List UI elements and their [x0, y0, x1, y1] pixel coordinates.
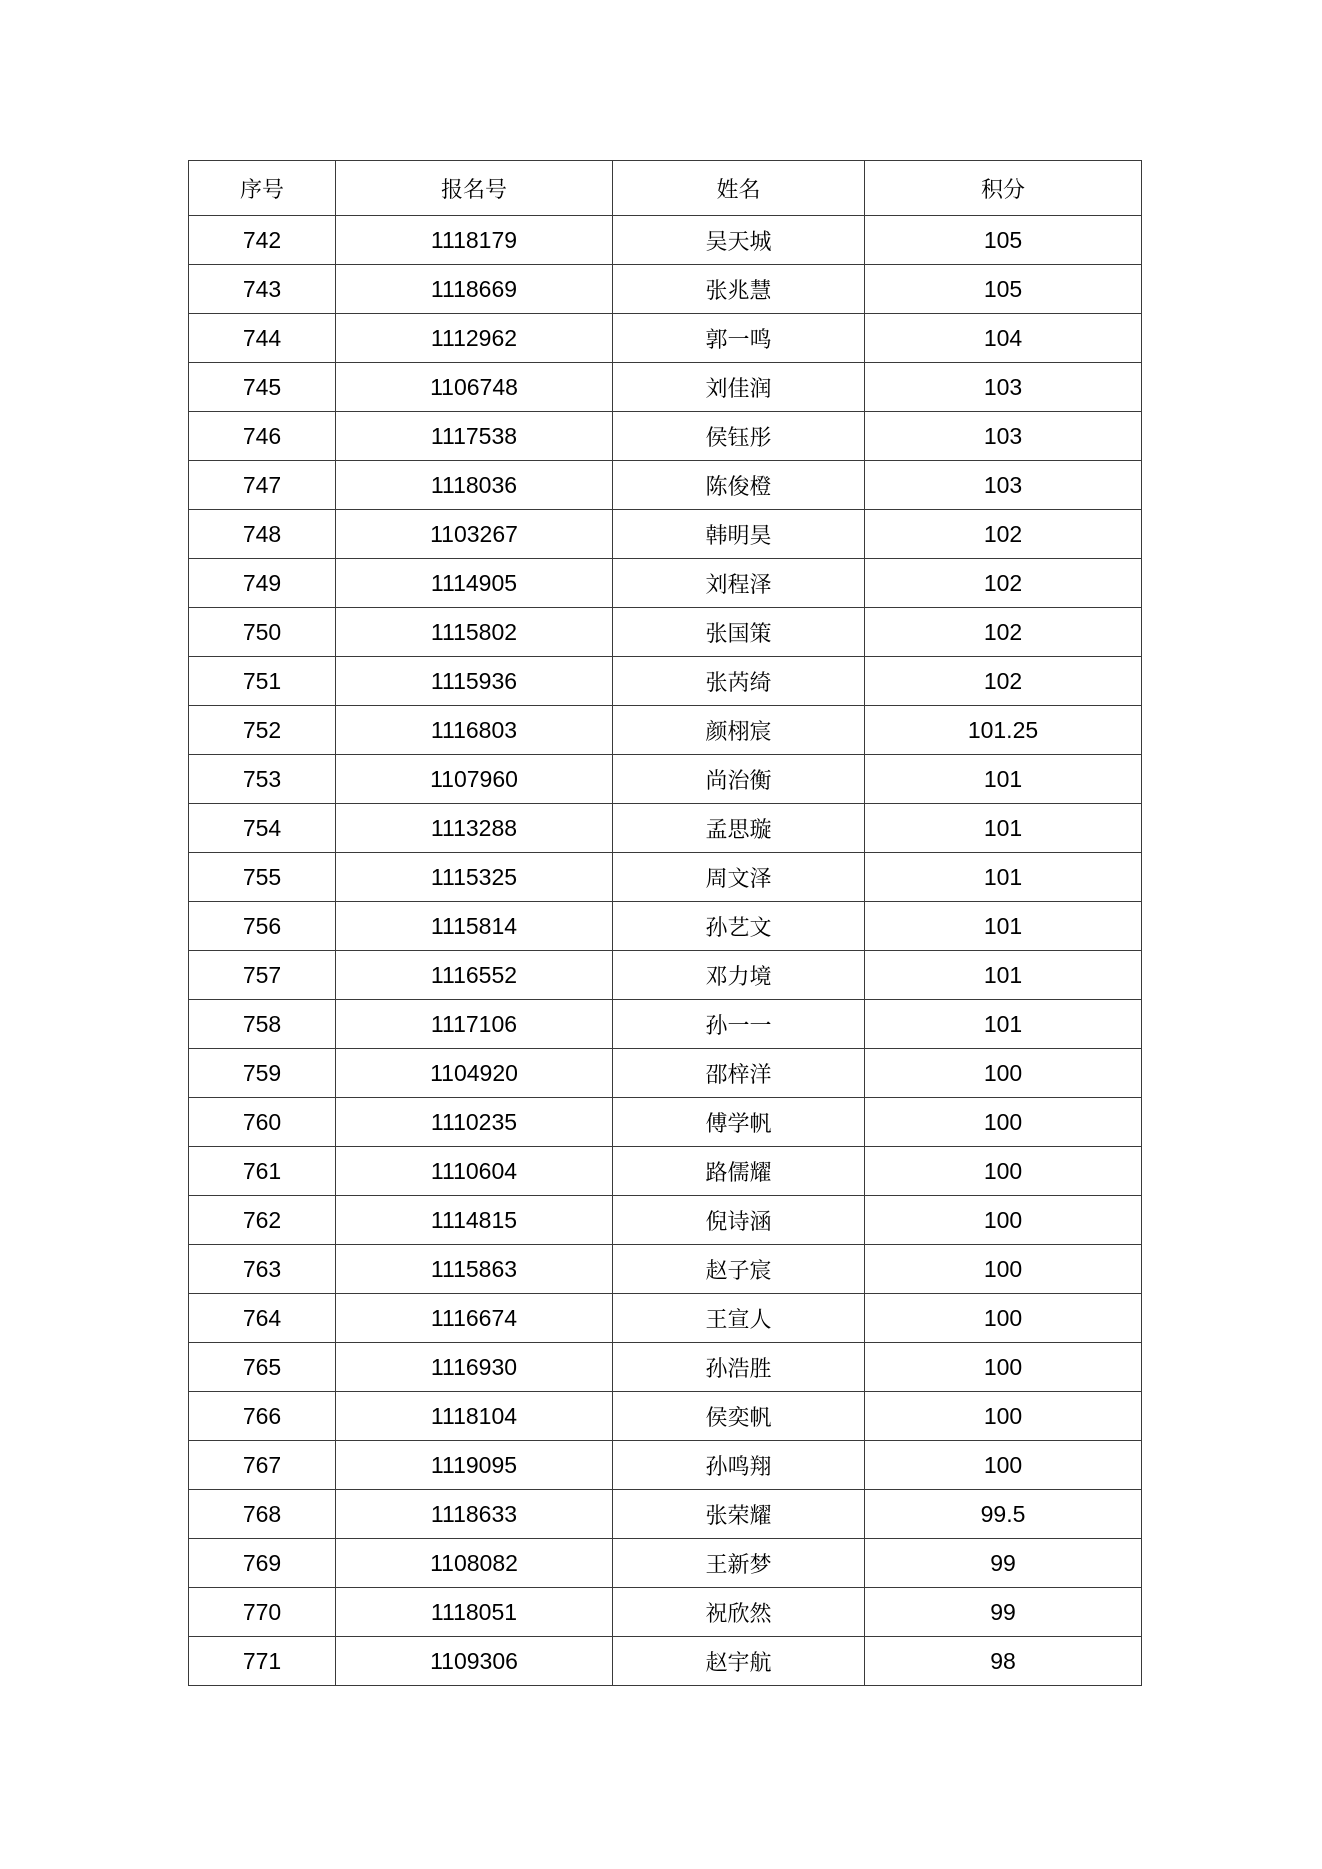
cell-name: 孙艺文 — [613, 902, 865, 951]
cell-name: 张荣耀 — [613, 1490, 865, 1539]
cell-name: 郭一鸣 — [613, 314, 865, 363]
cell-registration-number: 1116930 — [336, 1343, 613, 1392]
table-row — [189, 657, 1142, 706]
cell-index: 767 — [189, 1441, 336, 1490]
cell-registration-number: 1118179 — [336, 216, 613, 265]
cell-name: 王新梦 — [613, 1539, 865, 1588]
table-row — [189, 1441, 1142, 1490]
cell-index: 763 — [189, 1245, 336, 1294]
table-row — [189, 1539, 1142, 1588]
cell-index: 757 — [189, 951, 336, 1000]
cell-index: 743 — [189, 265, 336, 314]
cell-name: 邓力境 — [613, 951, 865, 1000]
table-row — [189, 1098, 1142, 1147]
table-row — [189, 1637, 1142, 1686]
cell-index: 744 — [189, 314, 336, 363]
cell-registration-number: 1116674 — [336, 1294, 613, 1343]
cell-registration-number: 1115802 — [336, 608, 613, 657]
cell-name: 刘佳润 — [613, 363, 865, 412]
cell-score: 102 — [865, 608, 1142, 657]
cell-index: 771 — [189, 1637, 336, 1686]
cell-name: 傅学帆 — [613, 1098, 865, 1147]
table-row — [189, 265, 1142, 314]
cell-score: 101 — [865, 902, 1142, 951]
cell-score: 104 — [865, 314, 1142, 363]
cell-name: 孙浩胜 — [613, 1343, 865, 1392]
table-header — [189, 161, 1142, 216]
cell-score: 103 — [865, 412, 1142, 461]
cell-index: 764 — [189, 1294, 336, 1343]
cell-index: 752 — [189, 706, 336, 755]
table-row — [189, 1000, 1142, 1049]
cell-registration-number: 1103267 — [336, 510, 613, 559]
cell-score: 101 — [865, 853, 1142, 902]
cell-name: 侯奕帆 — [613, 1392, 865, 1441]
cell-index: 742 — [189, 216, 336, 265]
cell-index: 758 — [189, 1000, 336, 1049]
table-row — [189, 412, 1142, 461]
table-row — [189, 461, 1142, 510]
cell-score: 103 — [865, 363, 1142, 412]
table-row — [189, 1392, 1142, 1441]
table-row — [189, 755, 1142, 804]
table-body — [189, 216, 1142, 1686]
cell-name: 倪诗涵 — [613, 1196, 865, 1245]
cell-registration-number: 1118669 — [336, 265, 613, 314]
cell-index: 762 — [189, 1196, 336, 1245]
table-row — [189, 1245, 1142, 1294]
cell-name: 赵子宸 — [613, 1245, 865, 1294]
cell-score: 99 — [865, 1588, 1142, 1637]
cell-registration-number: 1110235 — [336, 1098, 613, 1147]
cell-registration-number: 1115936 — [336, 657, 613, 706]
cell-index: 759 — [189, 1049, 336, 1098]
table-row — [189, 559, 1142, 608]
table-row — [189, 1147, 1142, 1196]
cell-registration-number: 1118036 — [336, 461, 613, 510]
cell-name: 刘程泽 — [613, 559, 865, 608]
cell-registration-number: 1118633 — [336, 1490, 613, 1539]
cell-name: 张兆慧 — [613, 265, 865, 314]
cell-score: 100 — [865, 1196, 1142, 1245]
cell-score: 99.5 — [865, 1490, 1142, 1539]
table-row — [189, 314, 1142, 363]
cell-name: 祝欣然 — [613, 1588, 865, 1637]
cell-score: 101 — [865, 755, 1142, 804]
cell-registration-number: 1114815 — [336, 1196, 613, 1245]
column-header-name: 姓名 — [613, 161, 865, 216]
cell-index: 760 — [189, 1098, 336, 1147]
cell-index: 745 — [189, 363, 336, 412]
cell-index: 748 — [189, 510, 336, 559]
cell-score: 101 — [865, 804, 1142, 853]
score-table — [188, 160, 1142, 1686]
cell-name: 孙一一 — [613, 1000, 865, 1049]
table-row — [189, 706, 1142, 755]
cell-score: 100 — [865, 1392, 1142, 1441]
cell-name: 张芮绮 — [613, 657, 865, 706]
cell-score: 103 — [865, 461, 1142, 510]
table-row — [189, 1490, 1142, 1539]
cell-score: 100 — [865, 1343, 1142, 1392]
cell-name: 路儒耀 — [613, 1147, 865, 1196]
table-row — [189, 1588, 1142, 1637]
cell-name: 侯钰彤 — [613, 412, 865, 461]
cell-registration-number: 1115325 — [336, 853, 613, 902]
cell-index: 756 — [189, 902, 336, 951]
cell-score: 105 — [865, 265, 1142, 314]
cell-index: 766 — [189, 1392, 336, 1441]
cell-registration-number: 1106748 — [336, 363, 613, 412]
cell-score: 101 — [865, 1000, 1142, 1049]
cell-registration-number: 1104920 — [336, 1049, 613, 1098]
cell-registration-number: 1110604 — [336, 1147, 613, 1196]
cell-name: 周文泽 — [613, 853, 865, 902]
cell-index: 768 — [189, 1490, 336, 1539]
table-row — [189, 608, 1142, 657]
cell-score: 98 — [865, 1637, 1142, 1686]
cell-registration-number: 1107960 — [336, 755, 613, 804]
cell-name: 张国策 — [613, 608, 865, 657]
cell-name: 陈俊橙 — [613, 461, 865, 510]
header-row — [189, 161, 1142, 216]
cell-name: 孟思璇 — [613, 804, 865, 853]
cell-name: 邵梓洋 — [613, 1049, 865, 1098]
table-row — [189, 216, 1142, 265]
cell-index: 765 — [189, 1343, 336, 1392]
cell-index: 747 — [189, 461, 336, 510]
cell-name: 孙鸣翔 — [613, 1441, 865, 1490]
cell-index: 755 — [189, 853, 336, 902]
cell-index: 753 — [189, 755, 336, 804]
cell-score: 100 — [865, 1294, 1142, 1343]
table-row — [189, 1196, 1142, 1245]
table-row — [189, 804, 1142, 853]
cell-index: 749 — [189, 559, 336, 608]
cell-score: 99 — [865, 1539, 1142, 1588]
cell-registration-number: 1117538 — [336, 412, 613, 461]
table-row — [189, 363, 1142, 412]
cell-name: 颜栩宸 — [613, 706, 865, 755]
cell-score: 100 — [865, 1147, 1142, 1196]
cell-registration-number: 1119095 — [336, 1441, 613, 1490]
cell-index: 750 — [189, 608, 336, 657]
cell-index: 770 — [189, 1588, 336, 1637]
table-row — [189, 510, 1142, 559]
cell-index: 751 — [189, 657, 336, 706]
cell-registration-number: 1113288 — [336, 804, 613, 853]
table-row — [189, 1343, 1142, 1392]
cell-registration-number: 1112962 — [336, 314, 613, 363]
cell-registration-number: 1118104 — [336, 1392, 613, 1441]
cell-score: 102 — [865, 559, 1142, 608]
cell-index: 754 — [189, 804, 336, 853]
cell-registration-number: 1114905 — [336, 559, 613, 608]
cell-score: 102 — [865, 510, 1142, 559]
table-row — [189, 853, 1142, 902]
column-header-index: 序号 — [189, 161, 336, 216]
cell-name: 赵宇航 — [613, 1637, 865, 1686]
cell-score: 100 — [865, 1245, 1142, 1294]
cell-name: 吴天城 — [613, 216, 865, 265]
table-row — [189, 1049, 1142, 1098]
cell-index: 761 — [189, 1147, 336, 1196]
table-row — [189, 902, 1142, 951]
cell-index: 746 — [189, 412, 336, 461]
cell-score: 100 — [865, 1098, 1142, 1147]
cell-name: 韩明昊 — [613, 510, 865, 559]
cell-score: 100 — [865, 1441, 1142, 1490]
cell-registration-number: 1117106 — [336, 1000, 613, 1049]
cell-registration-number: 1115814 — [336, 902, 613, 951]
table-row — [189, 1294, 1142, 1343]
column-header-registration-number: 报名号 — [336, 161, 613, 216]
cell-registration-number: 1109306 — [336, 1637, 613, 1686]
table-row — [189, 951, 1142, 1000]
cell-registration-number: 1108082 — [336, 1539, 613, 1588]
cell-score: 102 — [865, 657, 1142, 706]
cell-registration-number: 1116552 — [336, 951, 613, 1000]
cell-name: 王宣人 — [613, 1294, 865, 1343]
cell-registration-number: 1115863 — [336, 1245, 613, 1294]
column-header-score: 积分 — [865, 161, 1142, 216]
cell-registration-number: 1116803 — [336, 706, 613, 755]
cell-score: 101.25 — [865, 706, 1142, 755]
cell-score: 101 — [865, 951, 1142, 1000]
cell-score: 105 — [865, 216, 1142, 265]
cell-registration-number: 1118051 — [336, 1588, 613, 1637]
cell-score: 100 — [865, 1049, 1142, 1098]
cell-index: 769 — [189, 1539, 336, 1588]
cell-name: 尚治衡 — [613, 755, 865, 804]
